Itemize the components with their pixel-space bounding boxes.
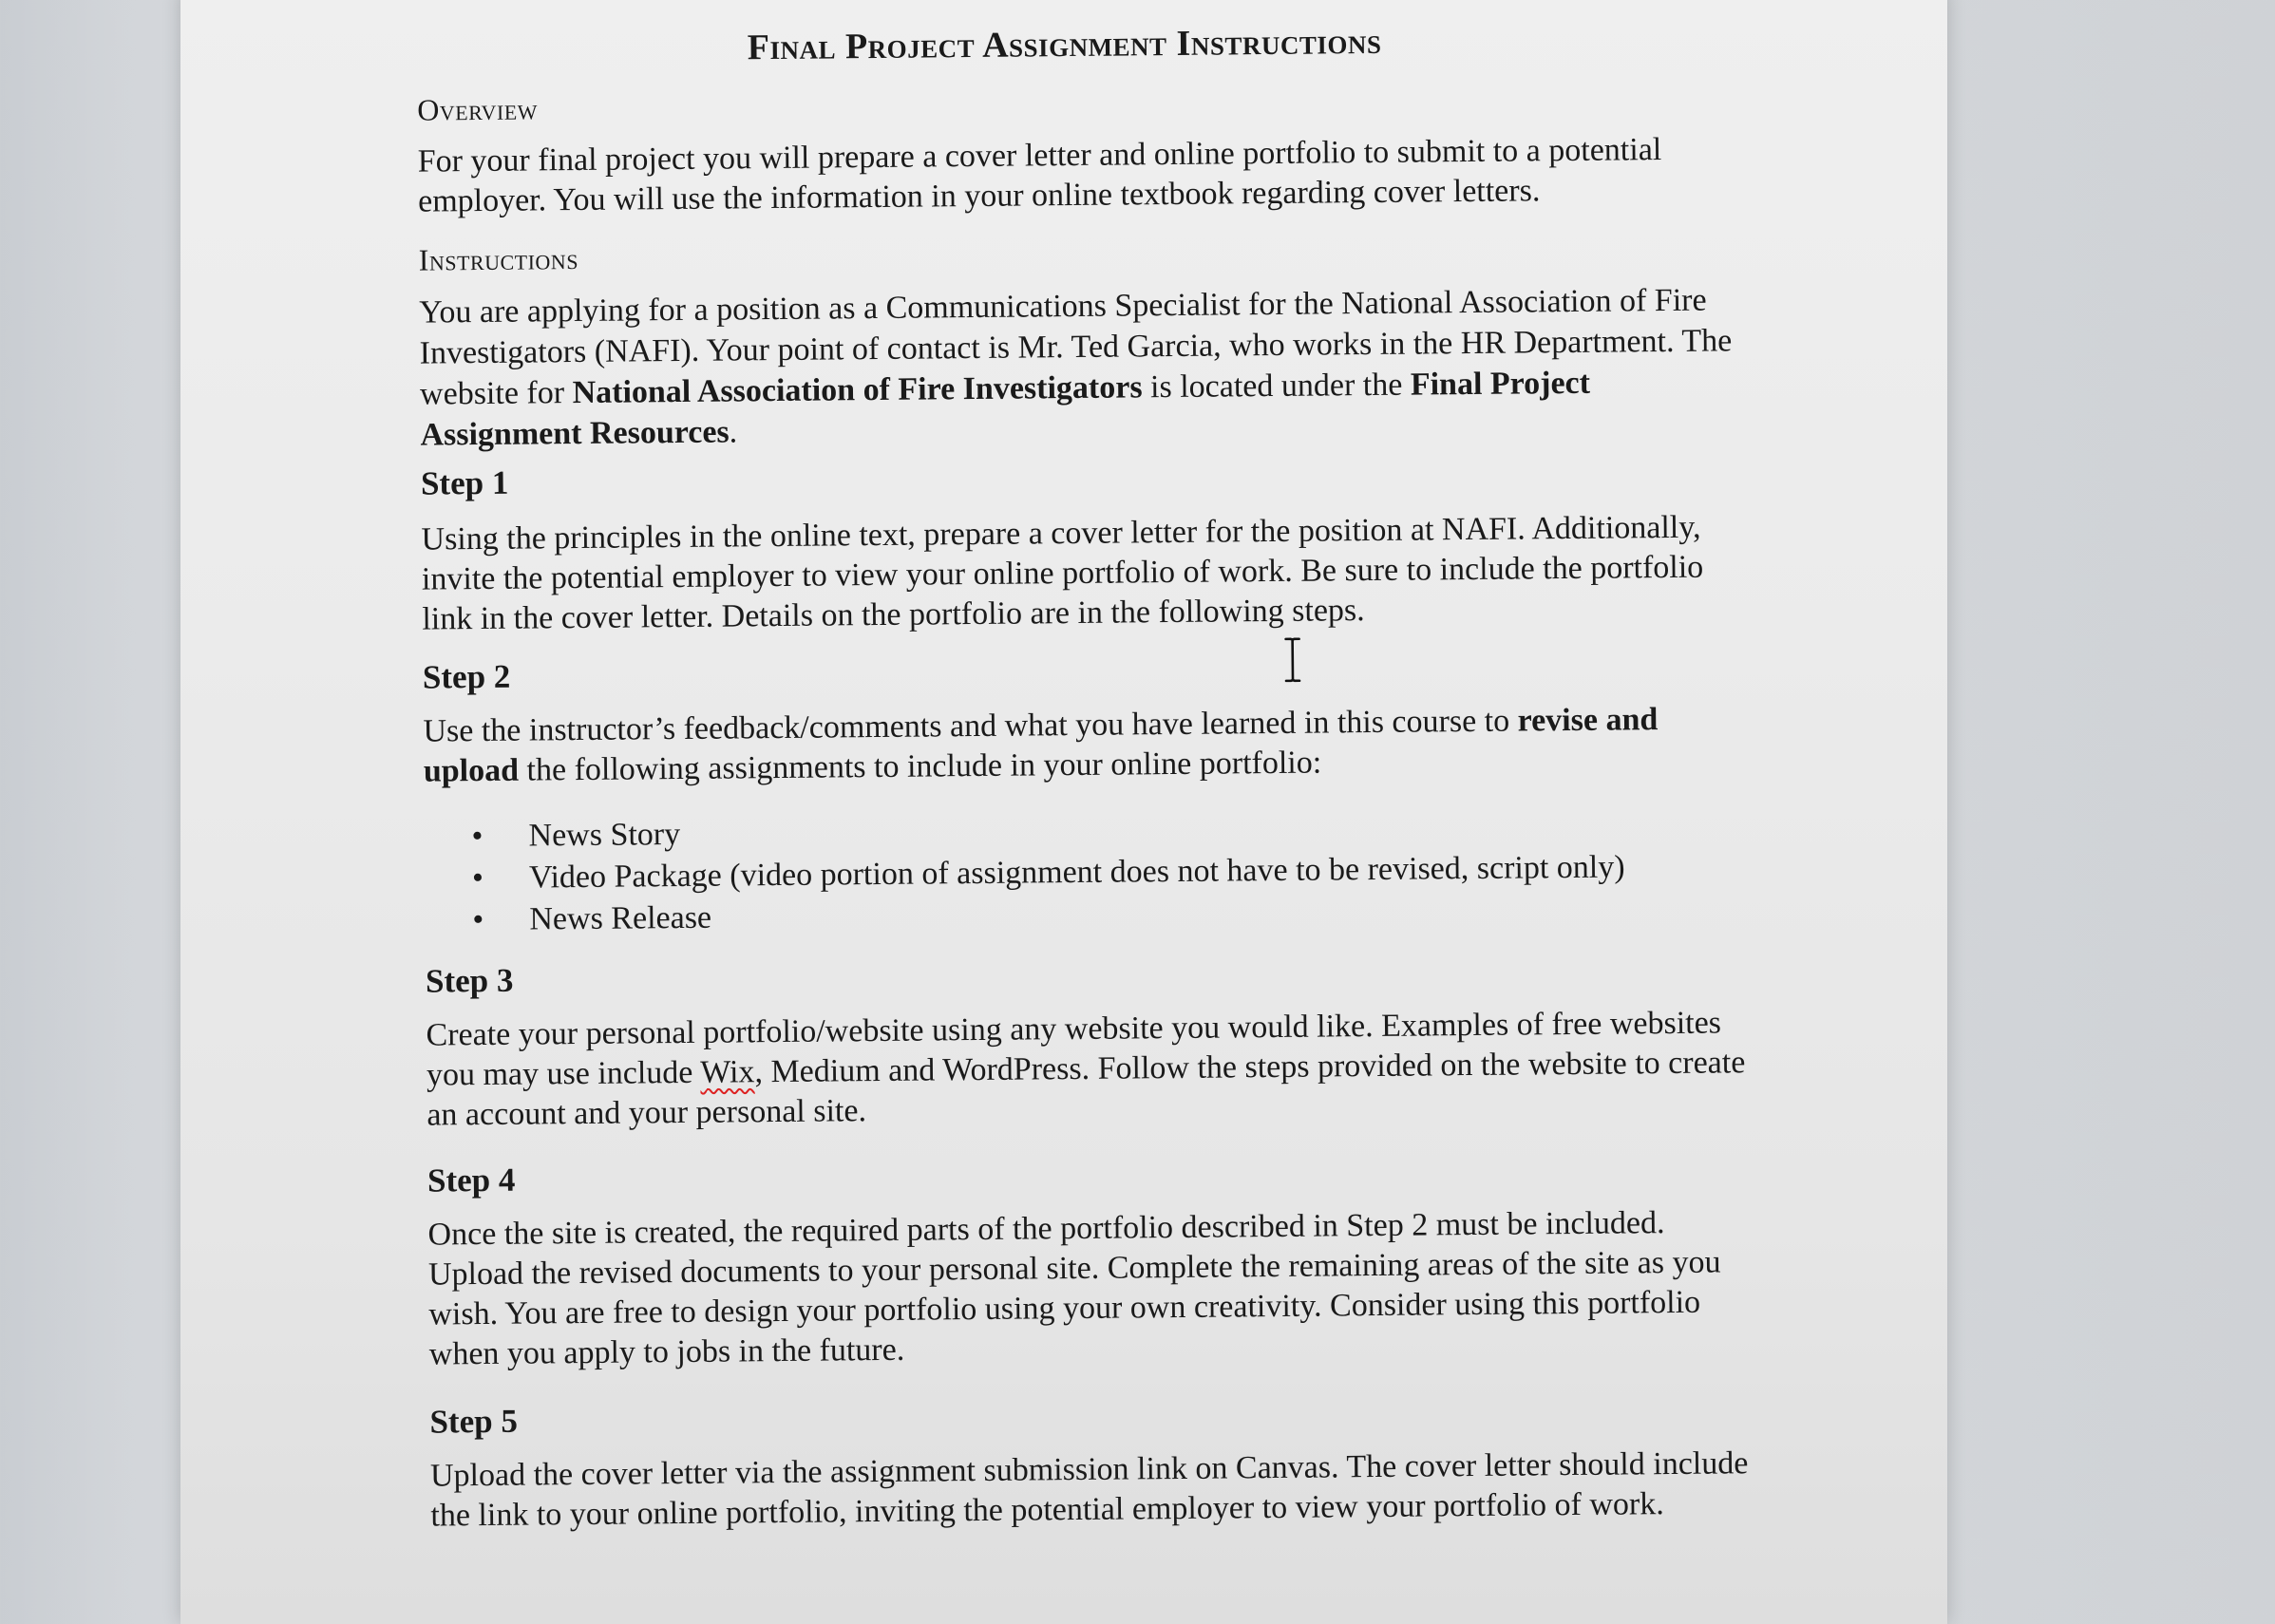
text-cursor-icon	[1283, 637, 1302, 683]
step-3-paragraph	[426, 1003, 1747, 1135]
step-5-paragraph: Upload the cover letter via the assignment submission link on Canvas. The cover letter should include the link to your online portfolio, inviting the potential employer to view your portfolio of work.	[429, 1445, 1749, 1534]
list-item: • News Release	[425, 888, 1625, 941]
step-2-text: the following assignments to include in your online portfolio:	[518, 745, 1322, 788]
instructions-paragraph	[419, 279, 1741, 455]
document-page	[180, 0, 1947, 1624]
step-3-text: , Medium and WordPress. Follow the steps provided on the website to create an account and your personal site.	[427, 1045, 1746, 1133]
step-5-heading: Step 5	[429, 1402, 519, 1441]
instructions-heading: Instructions	[418, 241, 579, 277]
step-1-paragraph: Using the principles in the online text, prepare a cover letter for the position at NAFI. Additionally, invite the potential employer to view your online portfolio of work. Be sure to include the portfolio link in the cover letter. Details on the portfolio are in the following steps.	[421, 509, 1704, 637]
step-2-paragraph	[423, 699, 1744, 791]
assignment-list	[424, 804, 1625, 941]
step-4-heading: Step 4	[427, 1161, 516, 1199]
step-3-text: Create your personal portfolio/website using any website you would like. Examples of free websites you may use include	[426, 1005, 1722, 1093]
instructions-text: is located under the	[1142, 367, 1412, 406]
step-2-heading: Step 2	[422, 657, 511, 696]
step-2-emphasis: revise and upload	[423, 702, 1659, 789]
overview-heading: Overview	[417, 91, 539, 127]
instructions-text: You are applying for a position as a Communications Specialist for the National Association of Fire Investigators (NAFI). Your point of contact is Mr. Ted Garcia, who works in the HR Department. The website for	[419, 282, 1733, 412]
step-2-text: Use the instructor’s feedback/comments and what you have learned in this course to	[423, 703, 1518, 749]
nafi-emphasis: National Association of Fire Investigators	[572, 369, 1143, 411]
step-3-heading: Step 3	[425, 961, 514, 1000]
overview-paragraph: For your final project you will prepare a cover letter and online portfolio to submit to a potential employer. You will use the information in your online textbook regarding cover letters.	[417, 132, 1662, 219]
list-item: • Video Package (video portion of assignment does not have to be revised, script only)	[425, 846, 1625, 899]
document-title: Final Project Assignment Instructions	[747, 21, 1382, 68]
instructions-text: .	[729, 414, 738, 450]
step-4-paragraph: Once the site is created, the required parts of the portfolio described in Step 2 must be included. Upload the revised documents to your personal site. Complete the remaining areas of the site as you wish. You are free to design your portfolio using your own creativity. Consider using this portfolio when you apply to jobs in the future.	[427, 1205, 1721, 1372]
resources-emphasis: Final Project Assignment Resources	[420, 365, 1591, 453]
step-1-heading: Step 1	[420, 463, 509, 502]
spellcheck-flagged-word[interactable]: Wix	[700, 1054, 755, 1090]
list-item: • News Story	[424, 804, 1624, 858]
